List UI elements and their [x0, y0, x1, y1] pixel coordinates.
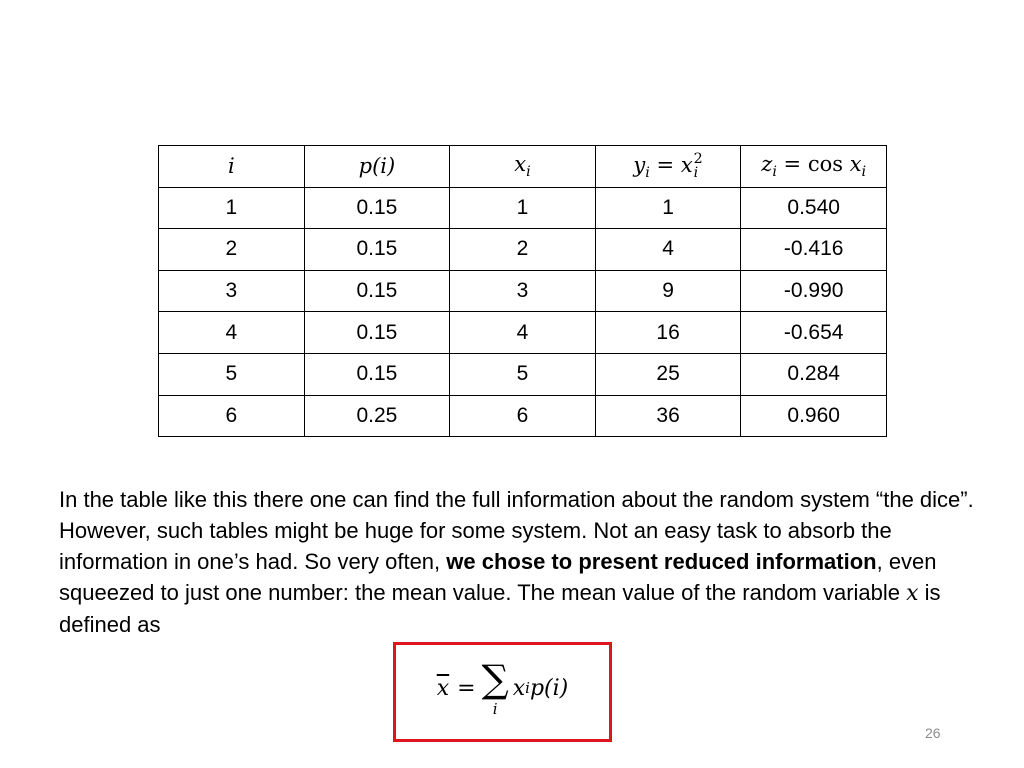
header-x-sub: i	[526, 164, 531, 181]
table-row	[159, 187, 887, 229]
header-y-rhs-sup: 2	[693, 150, 703, 167]
table-row	[159, 353, 887, 395]
table-cell: 4	[159, 312, 305, 354]
header-y-rhs-scripts	[694, 152, 703, 181]
header-z-symbol: z	[761, 152, 773, 177]
header-y-rhs: x	[680, 152, 693, 177]
table-cell: 1	[159, 187, 305, 229]
table-cell: 9	[595, 270, 741, 312]
formula-summand-rest: p(i)	[529, 675, 569, 701]
table-cell: 0.25	[304, 395, 450, 437]
table-cell: 1	[450, 187, 596, 229]
table-body	[159, 187, 887, 437]
header-p-paren: (i)	[372, 154, 396, 179]
formula-summand-sub: i	[525, 679, 530, 697]
table-cell: -0.990	[741, 270, 887, 312]
paragraph-part2: , even squeezed to just one number: the mean value. The mean value of the random variable	[59, 549, 937, 605]
table-cell: -0.654	[741, 312, 887, 354]
explanation-paragraph	[59, 484, 989, 640]
table-row	[159, 270, 887, 312]
header-x-symbol: x	[514, 152, 527, 177]
formula-summand-base: x	[512, 675, 526, 701]
table-cell: 6	[159, 395, 305, 437]
header-x-i	[450, 146, 596, 188]
table-cell: 25	[595, 353, 741, 395]
header-i	[159, 146, 305, 188]
header-y-i	[595, 146, 741, 188]
header-p-of-i	[304, 146, 450, 188]
table-cell: 2	[159, 229, 305, 271]
table-cell: 36	[595, 395, 741, 437]
table-cell: 0.15	[304, 229, 450, 271]
table-cell: 4	[595, 229, 741, 271]
table-row	[159, 395, 887, 437]
table-cell: 3	[450, 270, 596, 312]
paragraph-variable: x	[906, 581, 919, 606]
slide-number: 26	[925, 725, 941, 741]
header-z-eq: =	[776, 152, 808, 177]
table-cell: 0.15	[304, 187, 450, 229]
data-table	[158, 145, 887, 437]
header-p-symbol: p	[358, 154, 373, 179]
mean-formula-box	[393, 642, 612, 742]
formula-sum-index: i	[492, 700, 498, 718]
paragraph-bold-phrase: we chose to present reduced information	[446, 549, 877, 574]
table-cell: -0.416	[741, 229, 887, 271]
table-cell: 0.15	[304, 312, 450, 354]
header-y-rhs-sub: i	[693, 165, 699, 182]
table-cell: 0.960	[741, 395, 887, 437]
table-cell: 1	[595, 187, 741, 229]
mean-formula	[436, 657, 569, 718]
header-z-sub: i	[772, 164, 777, 181]
table-cell: 3	[159, 270, 305, 312]
table-cell: 0.15	[304, 353, 450, 395]
table-cell: 16	[595, 312, 741, 354]
table-row	[159, 229, 887, 271]
table-cell: 0.15	[304, 270, 450, 312]
table-cell: 2	[450, 229, 596, 271]
table-cell: 4	[450, 312, 596, 354]
table-cell: 5	[159, 353, 305, 395]
table-cell: 6	[450, 395, 596, 437]
table-header-row	[159, 146, 887, 188]
formula-equals: =	[457, 675, 476, 701]
table-cell: 5	[450, 353, 596, 395]
formula-sum-sign: ∑	[481, 657, 509, 701]
paragraph-part1: In the table like this there one can find the full information about the random system “the dice”. However, such tables might be huge for some system. Not an easy task to absorb the information in one’s had. So very often,	[59, 487, 974, 574]
header-y-sub: i	[645, 164, 650, 181]
table-cell: 0.540	[741, 187, 887, 229]
table-row	[159, 312, 887, 354]
paragraph-part3: is defined as	[59, 580, 941, 637]
formula-lhs: $\overline{x}$	[436, 675, 450, 701]
table-cell: 0.284	[741, 353, 887, 395]
header-i-symbol: i	[227, 154, 235, 179]
header-y-symbol: y	[633, 152, 646, 177]
header-z-fn: cos	[807, 152, 850, 177]
header-y-eq: =	[649, 152, 681, 177]
formula-sum	[481, 657, 509, 718]
header-z-i	[741, 146, 887, 188]
header-z-rhs: x	[849, 152, 862, 177]
header-z-rhs-sub: i	[861, 164, 867, 181]
